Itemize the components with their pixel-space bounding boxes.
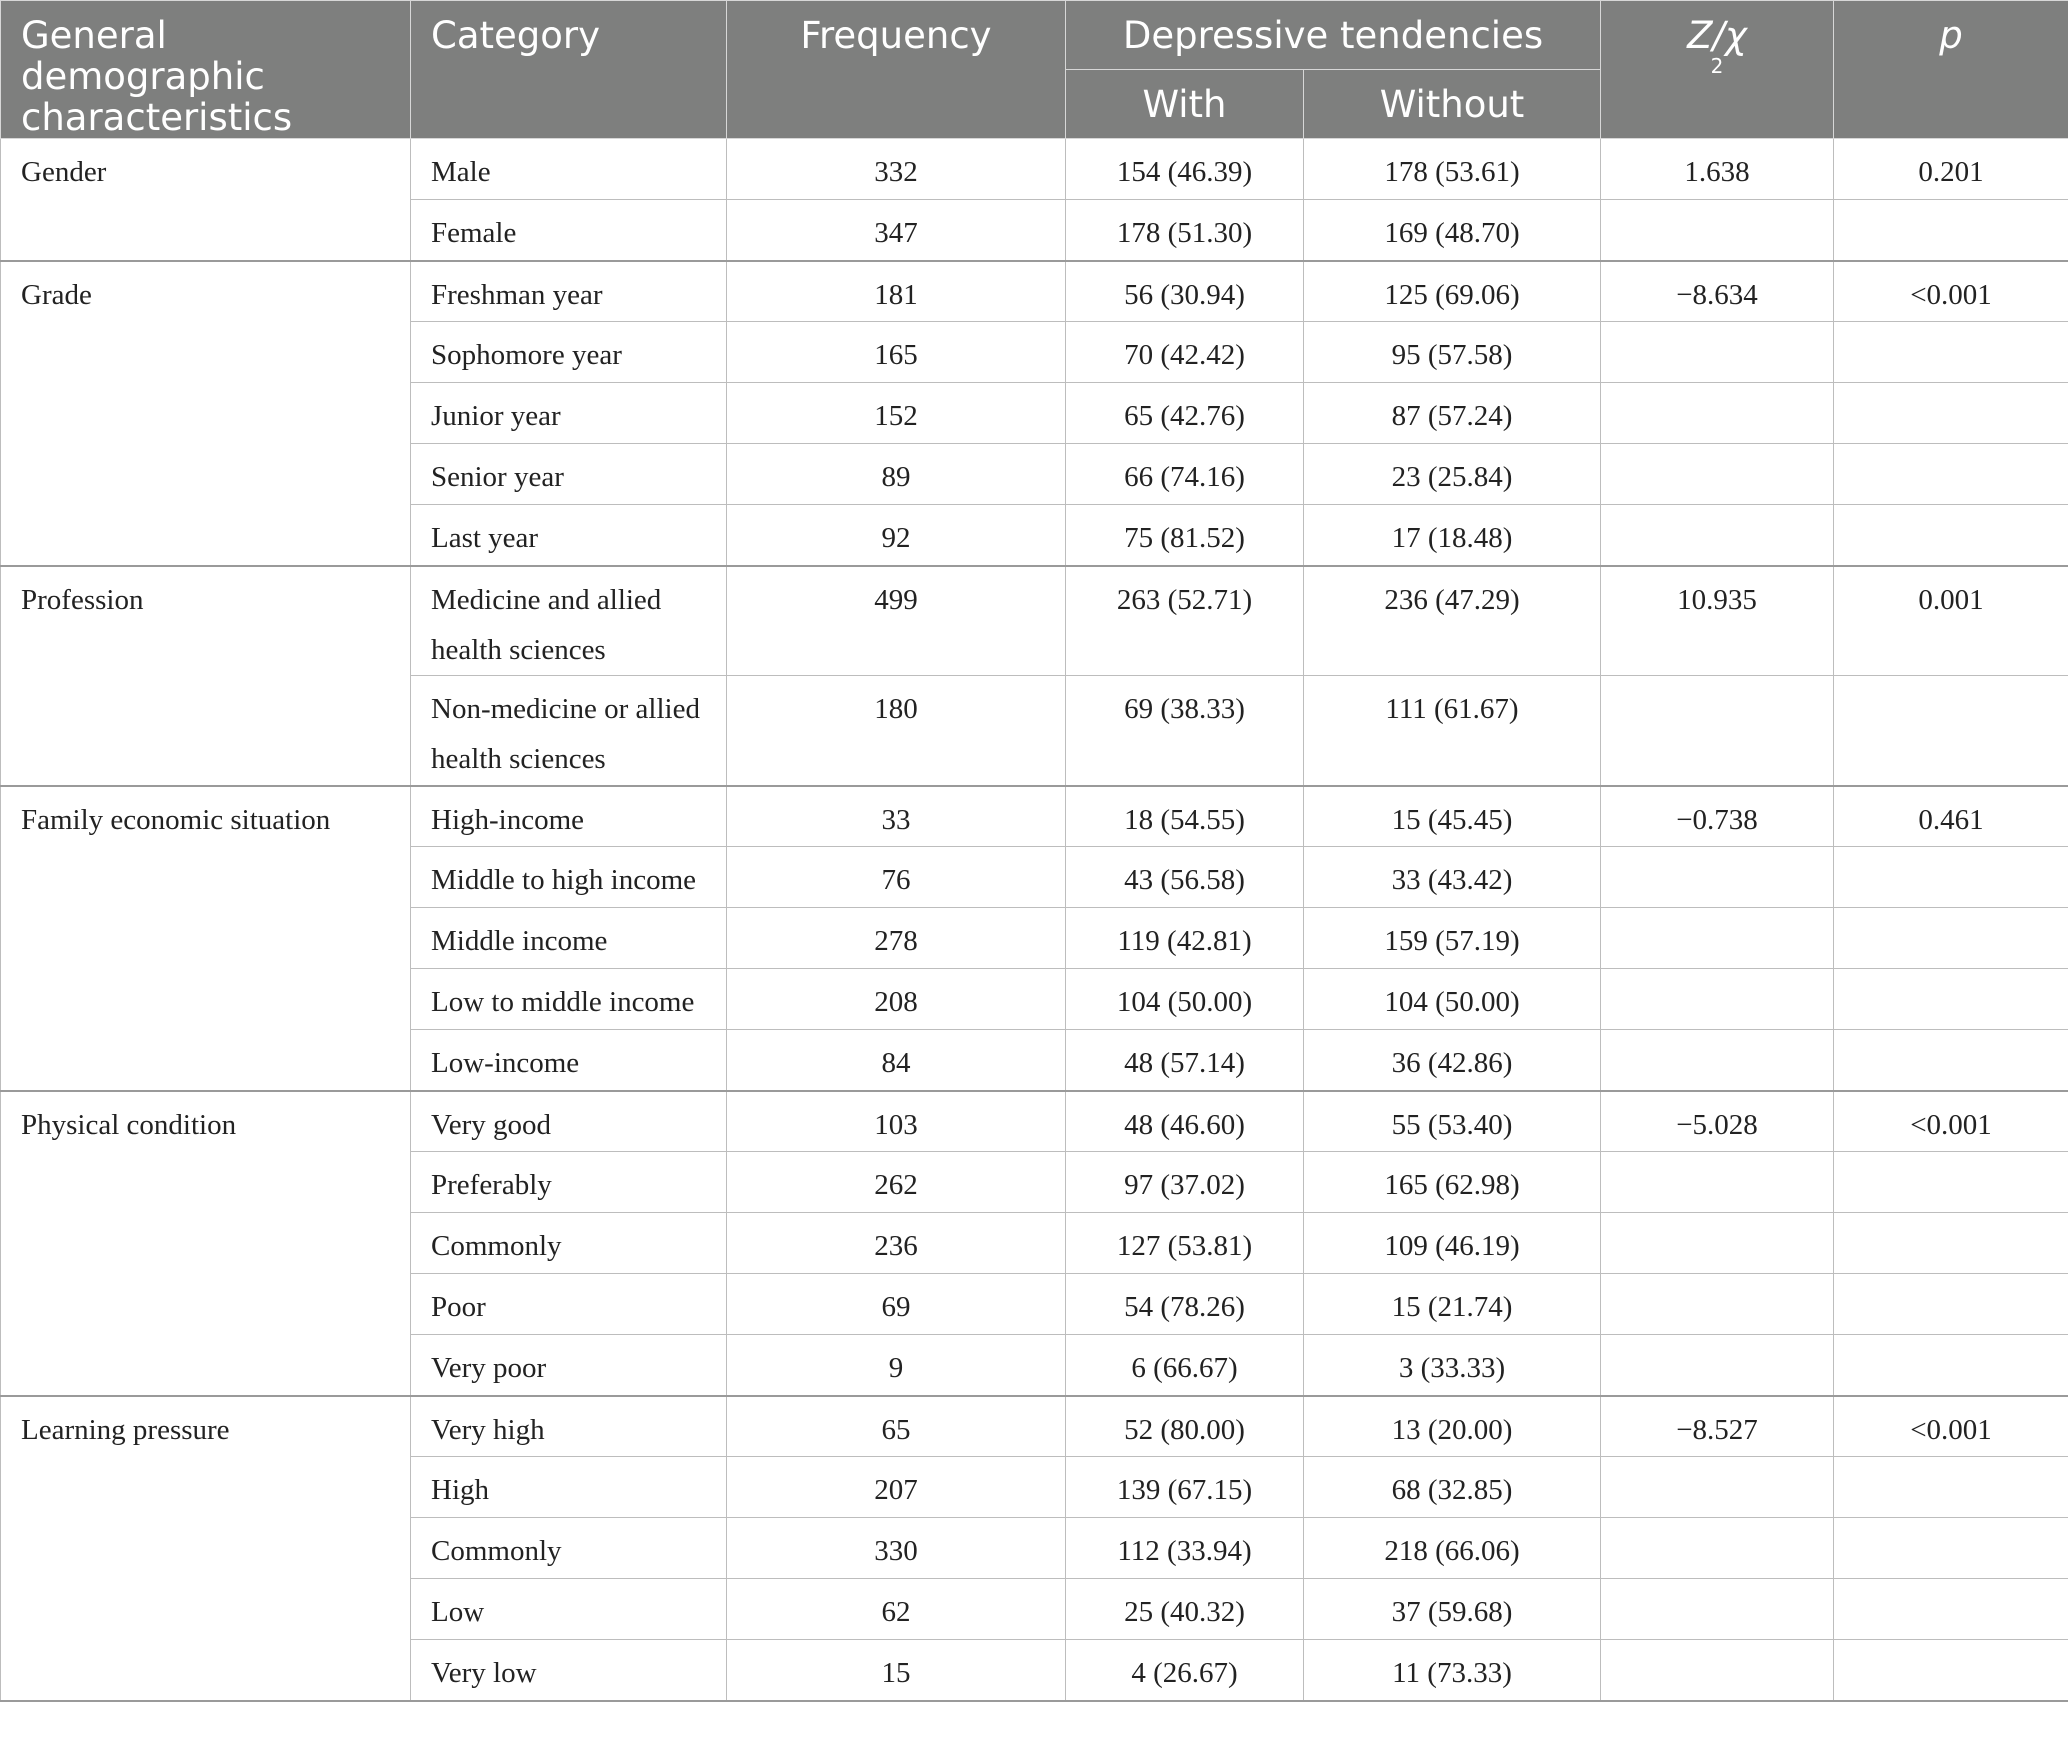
stat-cell-empty (1601, 200, 1834, 261)
frequency-cell: 207 (727, 1457, 1066, 1518)
stat-cell-empty (1601, 322, 1834, 383)
category-cell: Commonly (411, 1213, 727, 1274)
with-cell: 56 (30.94) (1066, 261, 1304, 322)
stat-cell-empty (1601, 908, 1834, 969)
header-z-chi-subscript: 2 (1710, 54, 1724, 78)
without-cell: 11 (73.33) (1304, 1640, 1601, 1701)
table-row (1, 261, 2068, 322)
without-cell: 17 (18.48) (1304, 505, 1601, 566)
p-value-cell-empty (1834, 676, 2068, 786)
with-cell: 178 (51.30) (1066, 200, 1304, 261)
with-cell: 18 (54.55) (1066, 786, 1304, 847)
category-cell: Male (411, 139, 727, 200)
group-name-cell: Physical condition (1, 1091, 411, 1396)
category-cell: Middle income (411, 908, 727, 969)
with-cell: 139 (67.15) (1066, 1457, 1304, 1518)
category-cell: Low (411, 1579, 727, 1640)
without-cell: 37 (59.68) (1304, 1579, 1601, 1640)
without-cell: 68 (32.85) (1304, 1457, 1601, 1518)
without-cell: 55 (53.40) (1304, 1091, 1601, 1152)
with-cell: 25 (40.32) (1066, 1579, 1304, 1640)
with-cell: 52 (80.00) (1066, 1396, 1304, 1457)
stat-cell-empty (1601, 1152, 1834, 1213)
without-cell: 13 (20.00) (1304, 1396, 1601, 1457)
with-cell: 69 (38.33) (1066, 676, 1304, 786)
header-category: Category (411, 1, 727, 139)
group-name-cell: Gender (1, 139, 411, 261)
category-cell: Poor (411, 1274, 727, 1335)
category-cell: Female (411, 200, 727, 261)
without-cell: 109 (46.19) (1304, 1213, 1601, 1274)
p-value-cell-empty (1834, 200, 2068, 261)
category-cell: Junior year (411, 383, 727, 444)
frequency-cell: 76 (727, 847, 1066, 908)
frequency-cell: 208 (727, 969, 1066, 1030)
table-row (1, 566, 2068, 676)
with-cell: 48 (57.14) (1066, 1030, 1304, 1091)
group-name-cell: Grade (1, 261, 411, 566)
p-value-cell-empty (1834, 322, 2068, 383)
without-cell: 15 (21.74) (1304, 1274, 1601, 1335)
category-cell: Very poor (411, 1335, 727, 1396)
header-with: With (1066, 70, 1304, 139)
header-p: p (1834, 1, 2068, 139)
stat-cell-empty (1601, 1274, 1834, 1335)
frequency-cell: 262 (727, 1152, 1066, 1213)
stat-cell: −8.634 (1601, 261, 1834, 322)
category-cell: Low to middle income (411, 969, 727, 1030)
p-value-cell: <0.001 (1834, 1091, 2068, 1152)
with-cell: 48 (46.60) (1066, 1091, 1304, 1152)
p-value-cell-empty (1834, 1457, 2068, 1518)
table-row (1, 1396, 2068, 1457)
p-value-cell-empty (1834, 1152, 2068, 1213)
frequency-cell: 347 (727, 200, 1066, 261)
without-cell: 104 (50.00) (1304, 969, 1601, 1030)
p-value-cell: 0.461 (1834, 786, 2068, 847)
with-cell: 119 (42.81) (1066, 908, 1304, 969)
p-value-cell: 0.201 (1834, 139, 2068, 200)
with-cell: 127 (53.81) (1066, 1213, 1304, 1274)
without-cell: 15 (45.45) (1304, 786, 1601, 847)
with-cell: 104 (50.00) (1066, 969, 1304, 1030)
header-z-chi (1601, 1, 1834, 139)
with-cell: 4 (26.67) (1066, 1640, 1304, 1701)
p-value-cell-empty (1834, 908, 2068, 969)
p-value-cell-empty (1834, 847, 2068, 908)
p-value-cell: <0.001 (1834, 1396, 2068, 1457)
frequency-cell: 9 (727, 1335, 1066, 1396)
stat-cell-empty (1601, 1335, 1834, 1396)
without-cell: 36 (42.86) (1304, 1030, 1601, 1091)
frequency-cell: 62 (727, 1579, 1066, 1640)
header-depressive-tendencies: Depressive tendencies (1066, 1, 1601, 70)
frequency-cell: 278 (727, 908, 1066, 969)
category-cell: Sophomore year (411, 322, 727, 383)
frequency-cell: 180 (727, 676, 1066, 786)
category-cell: High-income (411, 786, 727, 847)
stat-cell-empty (1601, 1030, 1834, 1091)
stat-cell-empty (1601, 444, 1834, 505)
p-value-cell: 0.001 (1834, 566, 2068, 676)
without-cell: 125 (69.06) (1304, 261, 1601, 322)
stat-cell-empty (1601, 676, 1834, 786)
stat-cell-empty (1601, 1457, 1834, 1518)
frequency-cell: 499 (727, 566, 1066, 676)
category-cell: Commonly (411, 1518, 727, 1579)
without-cell: 236 (47.29) (1304, 566, 1601, 676)
with-cell: 65 (42.76) (1066, 383, 1304, 444)
category-cell: Low-income (411, 1030, 727, 1091)
with-cell: 43 (56.58) (1066, 847, 1304, 908)
frequency-cell: 89 (727, 444, 1066, 505)
p-value-cell-empty (1834, 505, 2068, 566)
without-cell: 23 (25.84) (1304, 444, 1601, 505)
p-value-cell-empty (1834, 1640, 2068, 1701)
category-cell: Non-medicine or allied health sciences (411, 676, 727, 786)
header-characteristics: General demographic characteristics (1, 1, 411, 139)
without-cell: 178 (53.61) (1304, 139, 1601, 200)
without-cell: 159 (57.19) (1304, 908, 1601, 969)
with-cell: 70 (42.42) (1066, 322, 1304, 383)
stat-cell-empty (1601, 1640, 1834, 1701)
category-cell: Preferably (411, 1152, 727, 1213)
without-cell: 95 (57.58) (1304, 322, 1601, 383)
p-value-cell: <0.001 (1834, 261, 2068, 322)
with-cell: 75 (81.52) (1066, 505, 1304, 566)
category-cell: Very good (411, 1091, 727, 1152)
frequency-cell: 65 (727, 1396, 1066, 1457)
frequency-cell: 69 (727, 1274, 1066, 1335)
stat-cell-empty (1601, 1579, 1834, 1640)
p-value-cell-empty (1834, 969, 2068, 1030)
with-cell: 263 (52.71) (1066, 566, 1304, 676)
without-cell: 165 (62.98) (1304, 1152, 1601, 1213)
category-cell: Medicine and allied health sciences (411, 566, 727, 676)
p-value-cell-empty (1834, 1579, 2068, 1640)
without-cell: 3 (33.33) (1304, 1335, 1601, 1396)
table-row (1, 786, 2068, 847)
with-cell: 154 (46.39) (1066, 139, 1304, 200)
p-value-cell-empty (1834, 444, 2068, 505)
frequency-cell: 103 (727, 1091, 1066, 1152)
frequency-cell: 33 (727, 786, 1066, 847)
without-cell: 218 (66.06) (1304, 1518, 1601, 1579)
with-cell: 6 (66.67) (1066, 1335, 1304, 1396)
table-header (1, 1, 2068, 139)
category-cell: Middle to high income (411, 847, 727, 908)
p-value-cell-empty (1834, 383, 2068, 444)
frequency-cell: 330 (727, 1518, 1066, 1579)
category-cell: High (411, 1457, 727, 1518)
stat-cell: 1.638 (1601, 139, 1834, 200)
group-name-cell: Family economic situation (1, 786, 411, 1091)
p-value-cell-empty (1834, 1335, 2068, 1396)
p-value-cell-empty (1834, 1274, 2068, 1335)
with-cell: 54 (78.26) (1066, 1274, 1304, 1335)
frequency-cell: 84 (727, 1030, 1066, 1091)
table-body (1, 139, 2068, 1701)
stat-cell: −5.028 (1601, 1091, 1834, 1152)
category-cell: Very high (411, 1396, 727, 1457)
group-name-cell: Learning pressure (1, 1396, 411, 1701)
frequency-cell: 236 (727, 1213, 1066, 1274)
stat-cell-empty (1601, 969, 1834, 1030)
frequency-cell: 92 (727, 505, 1066, 566)
table-row (1, 139, 2068, 200)
stat-cell: −8.527 (1601, 1396, 1834, 1457)
category-cell: Senior year (411, 444, 727, 505)
p-value-cell-empty (1834, 1518, 2068, 1579)
frequency-cell: 181 (727, 261, 1066, 322)
frequency-cell: 165 (727, 322, 1066, 383)
stat-cell: 10.935 (1601, 566, 1834, 676)
frequency-cell: 15 (727, 1640, 1066, 1701)
category-cell: Last year (411, 505, 727, 566)
table-row (1, 1091, 2068, 1152)
group-name-cell: Profession (1, 566, 411, 786)
with-cell: 112 (33.94) (1066, 1518, 1304, 1579)
category-cell: Very low (411, 1640, 727, 1701)
header-without: Without (1304, 70, 1601, 139)
frequency-cell: 152 (727, 383, 1066, 444)
without-cell: 87 (57.24) (1304, 383, 1601, 444)
without-cell: 169 (48.70) (1304, 200, 1601, 261)
header-z-chi-label: Z/χ (1687, 14, 1747, 57)
p-value-cell-empty (1834, 1030, 2068, 1091)
category-cell: Freshman year (411, 261, 727, 322)
without-cell: 33 (43.42) (1304, 847, 1601, 908)
header-frequency: Frequency (727, 1, 1066, 139)
frequency-cell: 332 (727, 139, 1066, 200)
stat-cell-empty (1601, 847, 1834, 908)
stat-cell-empty (1601, 1518, 1834, 1579)
p-value-cell-empty (1834, 1213, 2068, 1274)
with-cell: 66 (74.16) (1066, 444, 1304, 505)
stat-cell-empty (1601, 383, 1834, 444)
stat-cell-empty (1601, 505, 1834, 566)
without-cell: 111 (61.67) (1304, 676, 1601, 786)
with-cell: 97 (37.02) (1066, 1152, 1304, 1213)
stat-cell-empty (1601, 1213, 1834, 1274)
stat-cell: −0.738 (1601, 786, 1834, 847)
